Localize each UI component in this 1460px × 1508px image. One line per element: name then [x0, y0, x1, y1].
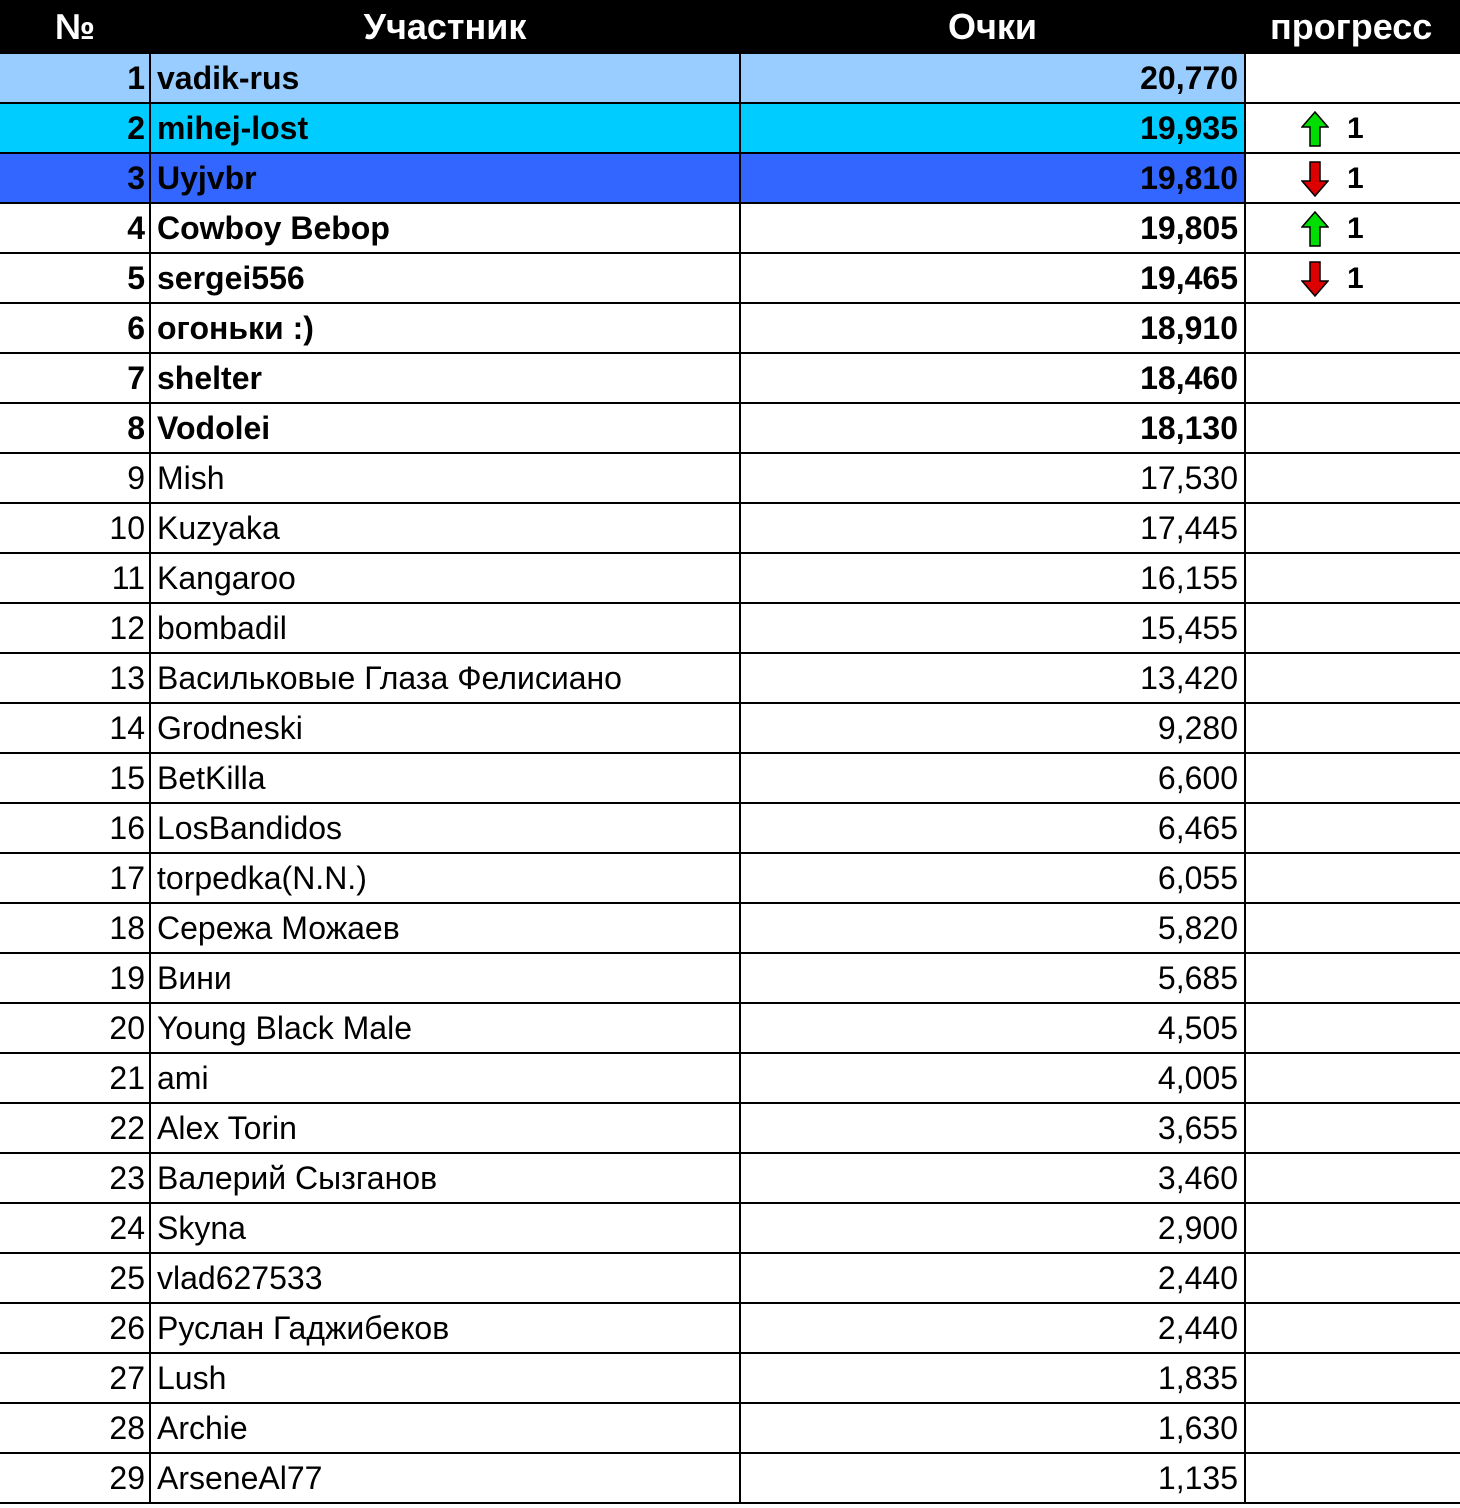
arrow-up-icon: [1301, 111, 1329, 147]
points-cell[interactable]: 19,805: [740, 203, 1245, 253]
rank-cell[interactable]: 1: [0, 54, 150, 103]
name-cell[interactable]: BetKilla: [150, 753, 740, 803]
rank-cell[interactable]: 29: [0, 1453, 150, 1503]
points-cell[interactable]: 18,910: [740, 303, 1245, 353]
name-cell[interactable]: огоньки :): [150, 303, 740, 353]
table-row[interactable]: [0, 1253, 1460, 1303]
table-body: [0, 54, 1460, 1503]
table-row[interactable]: [0, 203, 1460, 253]
rank-cell[interactable]: 14: [0, 703, 150, 753]
name-cell[interactable]: vlad627533: [150, 1253, 740, 1303]
name-cell[interactable]: Mish: [150, 453, 740, 503]
name-cell[interactable]: Skyna: [150, 1203, 740, 1253]
progress-value: 1: [1347, 112, 1364, 146]
name-cell[interactable]: vadik-rus: [150, 54, 740, 103]
rank-cell[interactable]: 24: [0, 1203, 150, 1253]
rank-cell[interactable]: 27: [0, 1353, 150, 1403]
rank-cell[interactable]: 21: [0, 1053, 150, 1103]
progress-value: 1: [1347, 162, 1364, 196]
progress-cell: [1245, 453, 1460, 503]
table-row[interactable]: [0, 1053, 1460, 1103]
table-row[interactable]: [0, 953, 1460, 1003]
table-row[interactable]: [0, 1353, 1460, 1403]
points-cell[interactable]: 3,655: [740, 1103, 1245, 1153]
name-cell[interactable]: sergei556: [150, 253, 740, 303]
progress-cell: [1245, 1403, 1460, 1453]
name-cell[interactable]: ArseneAl77: [150, 1453, 740, 1503]
rank-cell[interactable]: 19: [0, 953, 150, 1003]
name-cell[interactable]: Руслан Гаджибеков: [150, 1303, 740, 1353]
progress-cell: [1245, 653, 1460, 703]
progress-cell: [1245, 953, 1460, 1003]
points-cell[interactable]: 2,900: [740, 1203, 1245, 1253]
arrow-down-icon: [1301, 161, 1329, 197]
rank-cell[interactable]: 7: [0, 353, 150, 403]
table-row[interactable]: [0, 503, 1460, 553]
points-cell[interactable]: 1,135: [740, 1453, 1245, 1503]
points-cell[interactable]: 17,445: [740, 503, 1245, 553]
progress-cell: [1245, 1303, 1460, 1353]
points-cell[interactable]: 18,460: [740, 353, 1245, 403]
name-cell[interactable]: LosBandidos: [150, 803, 740, 853]
progress-cell: [1245, 753, 1460, 803]
table-row[interactable]: [0, 603, 1460, 653]
header-rank[interactable]: №: [0, 0, 150, 54]
table-row[interactable]: [0, 303, 1460, 353]
progress-cell: [1245, 103, 1460, 153]
points-cell[interactable]: 1,835: [740, 1353, 1245, 1403]
progress-cell: [1245, 603, 1460, 653]
name-cell[interactable]: Vodolei: [150, 403, 740, 453]
name-cell[interactable]: Grodneski: [150, 703, 740, 753]
name-cell[interactable]: Kangaroo: [150, 553, 740, 603]
progress-cell: [1245, 54, 1460, 103]
name-cell[interactable]: Валерий Сызганов: [150, 1153, 740, 1203]
table-row[interactable]: [0, 353, 1460, 403]
table-row[interactable]: [0, 153, 1460, 203]
points-cell[interactable]: 9,280: [740, 703, 1245, 753]
rank-cell[interactable]: 11: [0, 553, 150, 603]
rank-cell[interactable]: 15: [0, 753, 150, 803]
points-cell[interactable]: 3,460: [740, 1153, 1245, 1203]
table-row[interactable]: [0, 1103, 1460, 1153]
points-cell[interactable]: 5,820: [740, 903, 1245, 953]
points-cell[interactable]: 17,530: [740, 453, 1245, 503]
table-row[interactable]: [0, 54, 1460, 103]
progress-cell: [1245, 403, 1460, 453]
points-cell[interactable]: 20,770: [740, 54, 1245, 103]
name-cell[interactable]: Kuzyaka: [150, 503, 740, 553]
points-cell[interactable]: 6,600: [740, 753, 1245, 803]
table-row[interactable]: [0, 703, 1460, 753]
progress-cell: [1245, 853, 1460, 903]
rank-cell[interactable]: 4: [0, 203, 150, 253]
table-row[interactable]: [0, 653, 1460, 703]
progress-cell: [1245, 1353, 1460, 1403]
progress-cell: [1245, 1453, 1460, 1503]
rank-cell[interactable]: 28: [0, 1403, 150, 1453]
rank-cell[interactable]: 26: [0, 1303, 150, 1353]
points-cell[interactable]: 19,465: [740, 253, 1245, 303]
progress-cell: [1245, 1203, 1460, 1253]
name-cell[interactable]: Васильковые Глаза Фелисиано: [150, 653, 740, 703]
points-cell[interactable]: 2,440: [740, 1303, 1245, 1353]
progress-cell: [1245, 1253, 1460, 1303]
progress-cell: [1245, 903, 1460, 953]
table-row[interactable]: [0, 1403, 1460, 1453]
rank-cell[interactable]: 5: [0, 253, 150, 303]
progress-cell: [1245, 353, 1460, 403]
name-cell[interactable]: Lush: [150, 1353, 740, 1403]
rank-cell[interactable]: 25: [0, 1253, 150, 1303]
table-row[interactable]: [0, 553, 1460, 603]
header-points[interactable]: Очки: [740, 0, 1245, 54]
name-cell[interactable]: mihej-lost: [150, 103, 740, 153]
rank-cell[interactable]: 20: [0, 1003, 150, 1053]
table-row[interactable]: [0, 453, 1460, 503]
rank-cell[interactable]: 10: [0, 503, 150, 553]
points-cell[interactable]: 16,155: [740, 553, 1245, 603]
arrow-up-icon: [1301, 211, 1329, 247]
name-cell[interactable]: Сережа Можаев: [150, 903, 740, 953]
rank-cell[interactable]: 6: [0, 303, 150, 353]
points-cell[interactable]: 5,685: [740, 953, 1245, 1003]
table-row[interactable]: [0, 403, 1460, 453]
name-cell[interactable]: Alex Torin: [150, 1103, 740, 1153]
header-row: [0, 0, 1460, 54]
table-row[interactable]: [0, 1303, 1460, 1353]
progress-cell: [1245, 703, 1460, 753]
points-cell[interactable]: 4,005: [740, 1053, 1245, 1103]
rank-cell[interactable]: 3: [0, 153, 150, 203]
rank-cell[interactable]: 23: [0, 1153, 150, 1203]
points-cell[interactable]: 4,505: [740, 1003, 1245, 1053]
header-progress[interactable]: прогресс: [1245, 0, 1460, 54]
table-row[interactable]: [0, 103, 1460, 153]
points-cell[interactable]: 1,630: [740, 1403, 1245, 1453]
name-cell[interactable]: Cowboy Bebop: [150, 203, 740, 253]
name-cell[interactable]: torpedka(N.N.): [150, 853, 740, 903]
progress-cell: [1245, 1003, 1460, 1053]
progress-value: 1: [1347, 212, 1364, 246]
name-cell[interactable]: Archie: [150, 1403, 740, 1453]
progress-cell: [1245, 153, 1460, 203]
progress-cell: [1245, 1103, 1460, 1153]
name-cell[interactable]: shelter: [150, 353, 740, 403]
rank-cell[interactable]: 9: [0, 453, 150, 503]
progress-cell: [1245, 303, 1460, 353]
progress-cell: [1245, 503, 1460, 553]
rank-cell[interactable]: 22: [0, 1103, 150, 1153]
table-row[interactable]: [0, 803, 1460, 853]
table-row[interactable]: [0, 253, 1460, 303]
points-cell[interactable]: 19,935: [740, 103, 1245, 153]
name-cell[interactable]: bombadil: [150, 603, 740, 653]
name-cell[interactable]: Young Black Male: [150, 1003, 740, 1053]
rank-cell[interactable]: 2: [0, 103, 150, 153]
rank-cell[interactable]: 13: [0, 653, 150, 703]
points-cell[interactable]: 15,455: [740, 603, 1245, 653]
header-name[interactable]: Участник: [150, 0, 740, 54]
rank-cell[interactable]: 16: [0, 803, 150, 853]
progress-cell: [1245, 203, 1460, 253]
name-cell[interactable]: Вини: [150, 953, 740, 1003]
progress-cell: [1245, 803, 1460, 853]
name-cell[interactable]: Uyjvbr: [150, 153, 740, 203]
progress-cell: [1245, 1153, 1460, 1203]
progress-value: 1: [1347, 262, 1364, 296]
table-row[interactable]: [0, 1153, 1460, 1203]
rank-cell[interactable]: 12: [0, 603, 150, 653]
points-cell[interactable]: 19,810: [740, 153, 1245, 203]
table-row[interactable]: [0, 1203, 1460, 1253]
points-cell[interactable]: 6,055: [740, 853, 1245, 903]
progress-cell: [1245, 253, 1460, 303]
table-row[interactable]: [0, 903, 1460, 953]
arrow-down-icon: [1301, 261, 1329, 297]
table-row[interactable]: [0, 1003, 1460, 1053]
points-cell[interactable]: 6,465: [740, 803, 1245, 853]
table-row[interactable]: [0, 853, 1460, 903]
points-cell[interactable]: 2,440: [740, 1253, 1245, 1303]
progress-cell: [1245, 1053, 1460, 1103]
rank-cell[interactable]: 17: [0, 853, 150, 903]
rank-cell[interactable]: 8: [0, 403, 150, 453]
name-cell[interactable]: ami: [150, 1053, 740, 1103]
progress-cell: [1245, 553, 1460, 603]
points-cell[interactable]: 13,420: [740, 653, 1245, 703]
table-row[interactable]: [0, 1453, 1460, 1503]
table-row[interactable]: [0, 753, 1460, 803]
points-cell[interactable]: 18,130: [740, 403, 1245, 453]
rank-cell[interactable]: 18: [0, 903, 150, 953]
